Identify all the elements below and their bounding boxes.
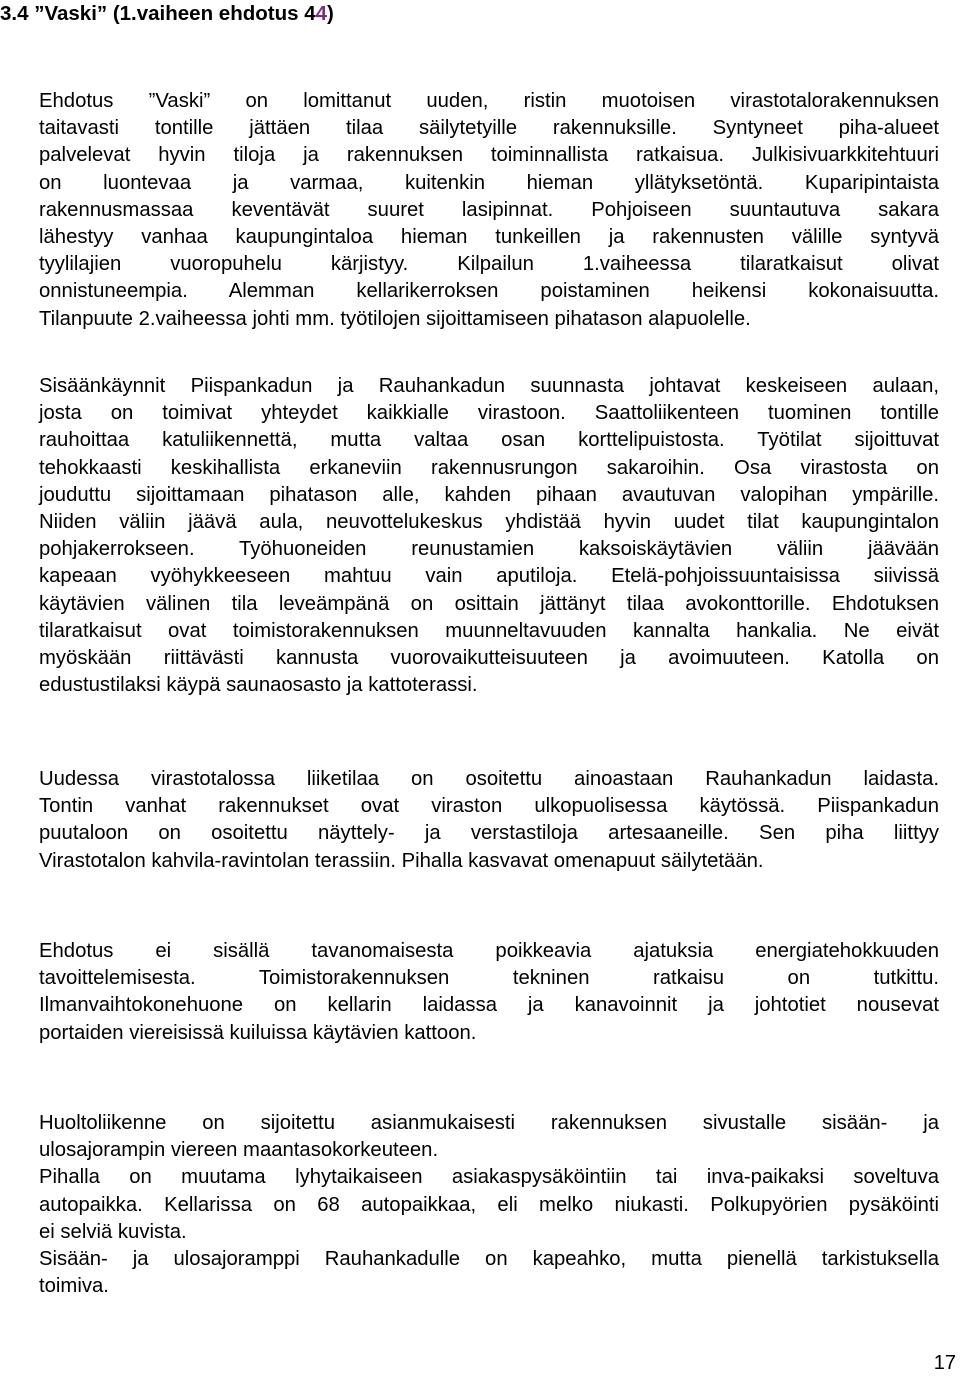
text-line: tyylilajien vuoropuhelu kärjistyy. Kilpailun 1.vaiheessa tilaratkaisut olivat xyxy=(39,253,939,276)
text-line: josta on toimivat yhteydet kaikkialle virastoon. Saattoliikenteen tuominen tontille xyxy=(39,402,939,425)
text-line: Pihalla on muutama lyhytaikaiseen asiakaspysäköintiin tai inva-paikaksi soveltuva xyxy=(39,1166,939,1189)
text-line: Virastotalon kahvila-ravintolan terassiin. Pihalla kasvavat omenapuut säilytetään. xyxy=(39,849,764,872)
text-line: tehokkaasti keskihallista erkaneviin rakennusrungon sakaroihin. Osa virastosta on xyxy=(39,456,939,479)
text-line: Sisään- ja ulosajoramppi Rauhankadulle on kapeahko, mutta pienellä tarkistuksella xyxy=(39,1247,939,1270)
text-line: tavoittelemisesta. Toimistorakennuksen tekninen ratkaisu on tutkittu. xyxy=(39,967,939,990)
text-line: Niiden väliin jäävä aula, neuvottelukeskus yhdistää hyvin uudet tilat kaupungintalon xyxy=(39,510,939,533)
page-number: 17 xyxy=(933,1352,956,1374)
text-line: Ehdotus ei sisällä tavanomaisesta poikkeavia ajatuksia energiatehokkuuden xyxy=(39,940,939,962)
text-line: Uudessa virastotalossa liiketilaa on osoitettu ainoastaan Rauhankadun laidasta. xyxy=(39,768,939,790)
text-line: Ilmanvaihtokonehuone on kellarin laidassa ja kanavoinnit ja johtotiet nousevat xyxy=(39,994,939,1017)
text-line: autopaikka. Kellarissa on 68 autopaikkaa, eli melko niukasti. Polkupyörien pysäköinti xyxy=(39,1193,939,1216)
text-line: rauhoittaa katuliikennettä, mutta valtaa osan korttelipuistosta. Työtilat sijoittuvat xyxy=(39,429,939,452)
text-line: Ehdotus ”Vaski” on lomittanut uuden, ristin muotoisen virastotalorakennuksen xyxy=(39,90,939,112)
text-line: lähestyy vanhaa kaupungintaloa hieman tunkeillen ja rakennusten välille syntyvä xyxy=(39,225,939,248)
text-line: portaiden viereisissä kuiluissa käytävien kattoon. xyxy=(39,1021,477,1044)
text-line: puutaloon on osoitettu näyttely- ja verstastiloja artesaaneille. Sen piha liittyy xyxy=(39,822,939,845)
text-line: Tilanpuute 2.vaiheessa johti mm. työtilojen sijoittamiseen pihatason alapuolelle. xyxy=(39,307,751,330)
text-line: Tontin vanhat rakennukset ovat viraston ulkopuolisessa käytössä. Piispankadun xyxy=(39,795,939,818)
text-line: pohjakerrokseen. Työhuoneiden reunustamien kaksoiskäytävien väliin jäävään xyxy=(39,538,939,561)
text-line: Huoltoliikenne on sijoitettu asianmukaisesti rakennuksen sivustalle sisään- ja xyxy=(39,1112,939,1134)
text-line: palvelevat hyvin tiloja ja rakennuksen toiminnallista ratkaisua. Julkisivuarkkitehtuuri xyxy=(39,144,939,167)
paragraph-ehdotus-vaski xyxy=(39,88,939,333)
paragraph-sisaankaynnit xyxy=(39,373,939,699)
heading-number-a: 4 xyxy=(304,2,316,25)
text-line: edustustilaksi käypä saunaosasto ja kattoterassi. xyxy=(39,674,478,697)
text-line: toimiva. xyxy=(39,1275,109,1298)
text-line: myöskään riittävästi kannusta vuorovaikutteisuuteen ja avoimuuteen. Katolla on xyxy=(39,646,939,669)
heading-number-b: 4 xyxy=(315,2,328,25)
text-line: tilaratkaisut ovat toimistorakennuksen muunneltavuuden kannalta hankalia. Ne eivät xyxy=(39,619,939,642)
section-heading xyxy=(0,2,334,26)
heading-suffix: ) xyxy=(327,2,334,25)
text-line: taitavasti tontille jättäen tilaa säilytetyille rakennuksille. Syntyneet piha-alueet xyxy=(39,117,939,140)
text-line: käytävien välinen tila leveämpänä on osittain jättänyt tilaa avokonttorille. Ehdotuksen xyxy=(39,592,939,615)
text-line: rakennusmassaa keventävät suuret lasipinnat. Pohjoiseen suuntautuva sakara xyxy=(39,198,939,221)
text-line: ei selviä kuvista. xyxy=(39,1220,187,1243)
heading-prefix: 3.4 ”Vaski” (1.vaiheen ehdotus xyxy=(0,2,305,25)
text-line: kapeaan vyöhykkeeseen mahtuu vain aputiloja. Etelä-pohjoissuuntaisissa siivissä xyxy=(39,565,939,588)
paragraph-huoltoliikenne xyxy=(39,1110,939,1300)
text-line: onnistuneempia. Alemman kellarikerroksen poistaminen heikensi kokonaisuutta. xyxy=(39,280,939,303)
text-line: jouduttu sijoittamaan pihatason alle, kahden pihaan avautuvan valopihan ympärille. xyxy=(39,483,939,506)
paragraph-liiketilat xyxy=(39,766,939,875)
paragraph-energiatehokkuus xyxy=(39,938,939,1047)
text-line: ulosajorampin viereen maantasokorkeuteen. xyxy=(39,1139,439,1162)
text-line: on luontevaa ja varmaa, kuitenkin hieman yllätyksetöntä. Kuparipintaista xyxy=(39,171,939,194)
text-line: Sisäänkäynnit Piispankadun ja Rauhankadun suunnasta johtavat keskeiseen aulaan, xyxy=(39,375,939,397)
